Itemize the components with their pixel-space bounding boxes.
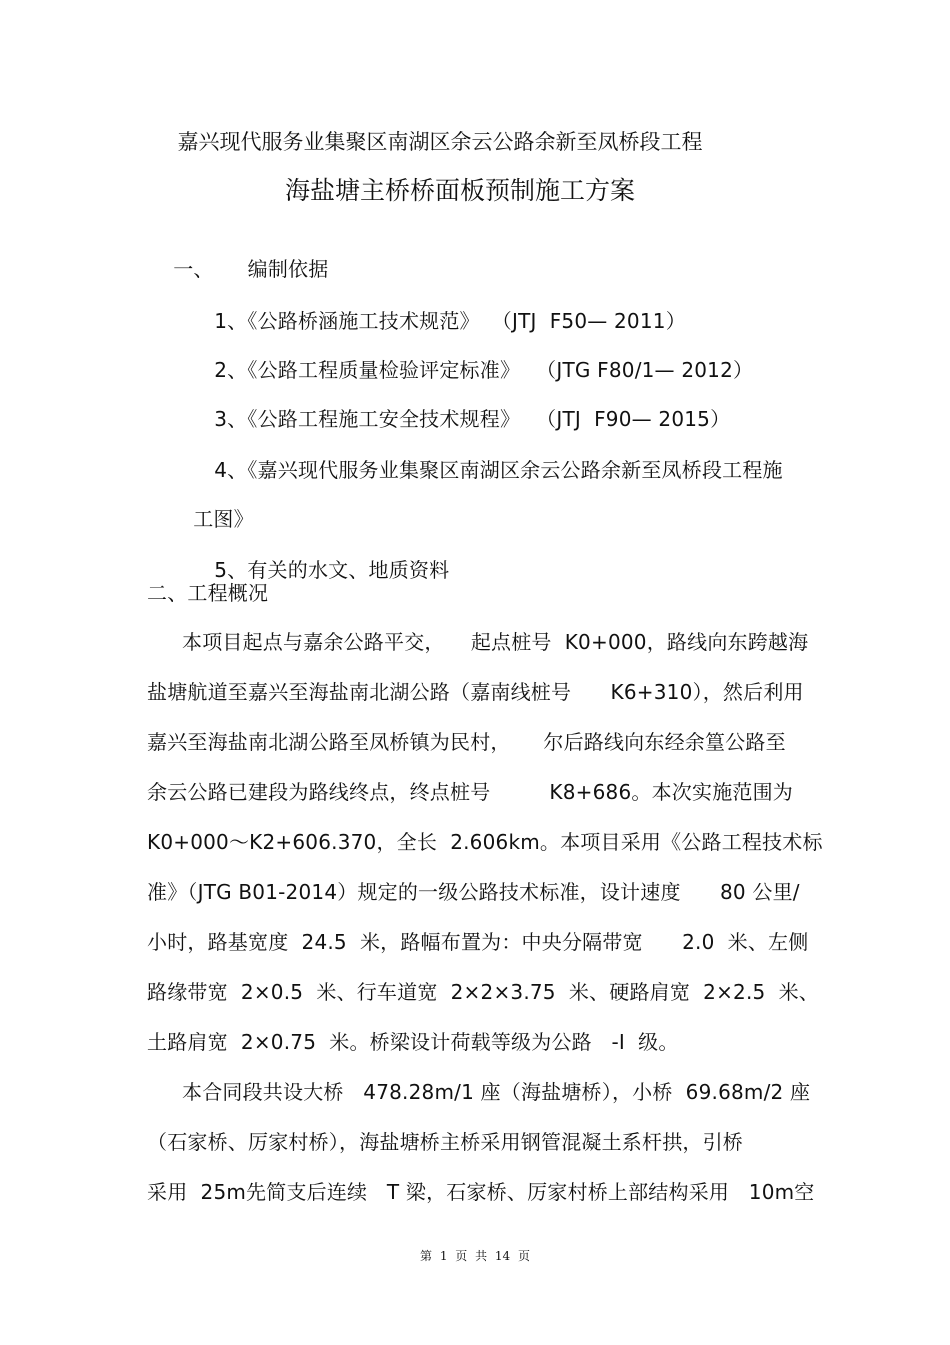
paragraph-line: 余云公路已建段为路线终点，终点桩号 K8+686。本次实施范围为 (147, 780, 793, 804)
paragraph-line: 嘉兴至海盐南北湖公路至凤桥镇为民村， 尔后路线向东经余篁公路至 (147, 730, 786, 754)
reference-title: 工图》 (193, 507, 254, 531)
reference-code: （JTG F80/1— 2012） (536, 358, 754, 382)
paragraph-line: （石家桥、厉家村桥），海盐塘桥主桥采用钢管混凝土系杆拱，引桥 (147, 1130, 743, 1154)
paragraph-line: 盐塘航道至嘉兴至海盐南北湖公路（嘉南线桩号 K6+310），然后利用 (147, 680, 804, 704)
reference-title: 2、《公路工程质量检验评定标准》 (214, 358, 521, 382)
section-1-number: 一、 (173, 257, 214, 281)
paragraph-line: 小时，路基宽度 24.5 米，路幅布置为：中央分隔带宽 2.0 米、左侧 (147, 930, 809, 954)
paragraph-line: 准》（JTG B01-2014）规定的一级公路技术标准，设计速度 80 公里/ (147, 880, 800, 904)
reference-title: 5、有关的水文、地质资料 (214, 558, 450, 582)
paragraph-line: 土路肩宽 2×0.75 米。桥梁设计荷载等级为公路 -I 级。 (147, 1030, 679, 1054)
document-title-scheme: 海盐塘主桥桥面板预制施工方案 (284, 176, 635, 205)
section-1-title: 编制依据 (247, 257, 329, 281)
reference-code: （JTJ F50— 2011） (491, 309, 686, 333)
document-title-project: 嘉兴现代服务业集聚区南湖区余云公路余新至凤桥段工程 (177, 130, 703, 154)
paragraph-line: 采用 25m先简支后连续 T 梁，石家桥、厉家村桥上部结构采用 10m空 (147, 1180, 815, 1204)
paragraph-line: K0+000～K2+606.370，全长 2.606km。本项目采用《公路工程技术标 (147, 830, 823, 854)
section-2-heading: 二、工程概况 (147, 581, 269, 605)
reference-title: 1、《公路桥涵施工技术规范》 (214, 309, 480, 333)
reference-item (188, 431, 783, 509)
paragraph-line: 本项目起点与嘉余公路平交， 起点桩号 K0+000，路线向东跨越海 (182, 630, 809, 654)
reference-title: 3、《公路工程施工安全技术规程》 (214, 407, 521, 431)
paragraph-line: 本合同段共设大桥 478.28m/1 座（海盐塘桥），小桥 69.68m/2 座 (182, 1080, 811, 1104)
page-number-footer: 第 1 页 共 14 页 (420, 1249, 530, 1263)
paragraph-line: 路缘带宽 2×0.5 米、行车道宽 2×2×3.75 米、硬路肩宽 2×2.5 米、 (147, 980, 819, 1004)
reference-title: 4、《嘉兴现代服务业集聚区南湖区余云公路余新至凤桥段工程施 (214, 458, 783, 482)
reference-code: （JTJ F90— 2015） (536, 407, 731, 431)
